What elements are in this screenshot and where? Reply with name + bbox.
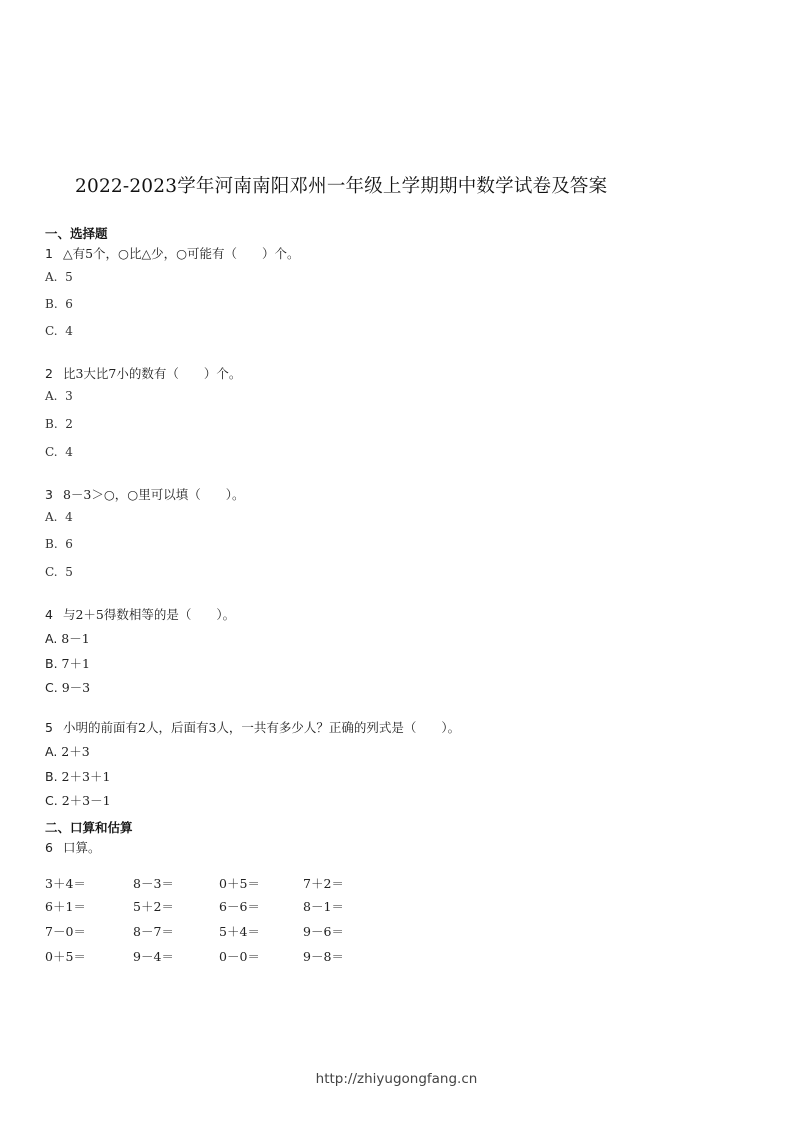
oral-item: 9－6＝ <box>303 924 344 939</box>
option-value: 6 <box>65 297 73 311</box>
question-text: 比3大比7小的数有（ ）个。 <box>62 366 242 381</box>
oral-item: 3＋4＝ <box>45 876 86 891</box>
option-value: 2 <box>65 417 73 431</box>
option-value: 2＋3－1 <box>61 793 111 808</box>
oral-item: 7－0＝ <box>45 924 86 939</box>
option-letter: C. <box>45 680 58 695</box>
q5-option-c <box>45 791 111 809</box>
option-value: 5 <box>65 270 73 284</box>
q3-option-a <box>45 510 73 524</box>
option-value: 7＋1 <box>61 656 90 671</box>
q4-option-a <box>45 629 90 647</box>
question-text: 8－3＞○，○里可以填（ ）。 <box>62 487 245 502</box>
question-text: 口算。 <box>62 840 101 855</box>
q2-option-b <box>45 417 73 431</box>
question-number: 4 <box>45 607 53 622</box>
q2-option-c <box>45 445 73 459</box>
q5-option-b <box>45 767 110 785</box>
oral-item: 6＋1＝ <box>45 899 86 914</box>
q4-option-c <box>45 678 90 696</box>
option-letter: C. <box>45 324 58 338</box>
option-value: 4 <box>65 445 73 459</box>
oral-item: 8－1＝ <box>303 899 344 914</box>
option-letter: C. <box>45 445 58 459</box>
option-letter: A. <box>45 744 58 759</box>
option-letter: C. <box>45 793 58 808</box>
oral-item: 5＋2＝ <box>133 899 174 914</box>
question-1 <box>45 244 299 262</box>
option-letter: C. <box>45 565 58 579</box>
question-6 <box>45 838 101 856</box>
oral-item: 5＋4＝ <box>219 924 260 939</box>
question-text: 与2＋5得数相等的是（ ）。 <box>62 607 236 622</box>
oral-item: 0＋5＝ <box>219 876 260 891</box>
question-number: 6 <box>45 840 53 855</box>
q2-option-a <box>45 389 73 403</box>
oral-item: 0＋5＝ <box>45 949 86 964</box>
option-value: 5 <box>65 565 73 579</box>
option-letter: A. <box>45 510 58 524</box>
oral-item: 8－7＝ <box>133 924 174 939</box>
option-letter: B. <box>45 769 58 784</box>
page-title: 2022-2023学年河南南阳邓州一年级上学期期中数学试卷及答案 <box>75 176 608 197</box>
option-value: 3 <box>65 389 73 403</box>
footer-url: http://zhiyugongfang.cn <box>315 1071 478 1087</box>
question-4 <box>45 605 235 623</box>
q1-option-c <box>45 324 73 338</box>
oral-item: 7＋2＝ <box>303 876 344 891</box>
option-value: 6 <box>65 537 73 551</box>
option-value: 2＋3 <box>61 744 90 759</box>
question-number: 2 <box>45 366 53 381</box>
option-value: 4 <box>65 510 73 524</box>
oral-item: 0－0＝ <box>219 949 260 964</box>
option-letter: A. <box>45 270 58 284</box>
option-value: 8－1 <box>61 631 90 646</box>
q1-option-b <box>45 297 73 311</box>
q4-option-b <box>45 654 90 672</box>
q5-option-a <box>45 742 90 760</box>
option-letter: A. <box>45 389 58 403</box>
section-heading-choice: 一、选择题 <box>45 226 108 241</box>
option-letter: B. <box>45 537 58 551</box>
section-heading-oral: 二、口算和估算 <box>45 820 133 835</box>
question-5 <box>45 718 460 736</box>
oral-item: 8－3＝ <box>133 876 174 891</box>
option-letter: B. <box>45 417 58 431</box>
question-text: △有5个，○比△少，○可能有（ ）个。 <box>62 246 300 261</box>
oral-item: 9－8＝ <box>303 949 344 964</box>
question-2 <box>45 364 241 382</box>
oral-item: 6－6＝ <box>219 899 260 914</box>
oral-item: 9－4＝ <box>133 949 174 964</box>
question-number: 5 <box>45 720 53 735</box>
question-text: 小明的前面有2人，后面有3人，一共有多少人？正确的列式是（ ）。 <box>62 720 461 735</box>
q1-option-a <box>45 270 73 284</box>
option-value: 9－3 <box>61 680 91 695</box>
option-value: 4 <box>65 324 73 338</box>
option-value: 2＋3＋1 <box>61 769 111 784</box>
q3-option-b <box>45 537 73 551</box>
option-letter: B. <box>45 297 58 311</box>
question-number: 3 <box>45 487 53 502</box>
question-3 <box>45 485 244 503</box>
question-number: 1 <box>45 246 53 261</box>
q3-option-c <box>45 565 73 579</box>
option-letter: B. <box>45 656 58 671</box>
option-letter: A. <box>45 631 58 646</box>
